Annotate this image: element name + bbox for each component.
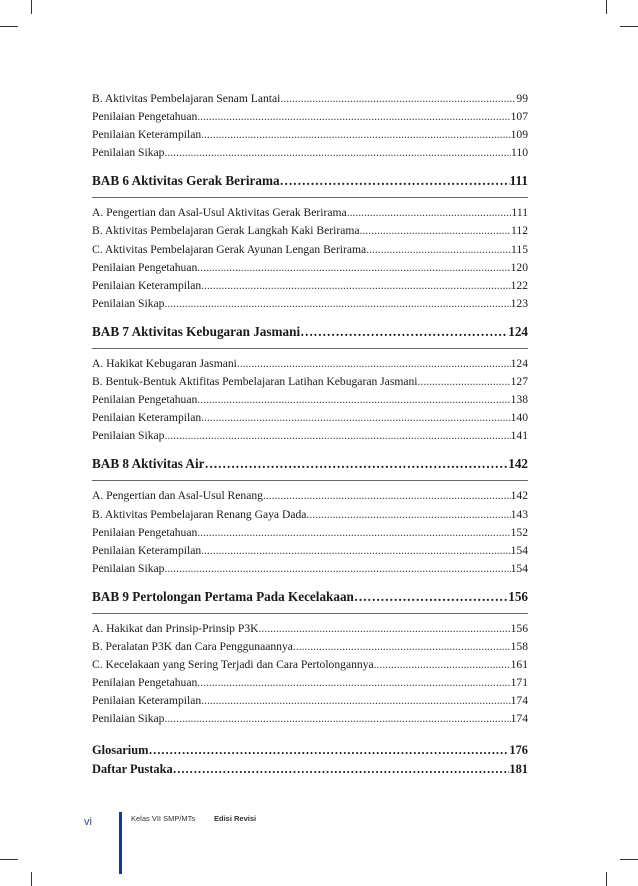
toc-entry xyxy=(92,542,528,560)
toc-label: Penilaian Pengetahuan xyxy=(92,110,198,124)
toc-label: BAB 9 Pertolongan Pertama Pada Kecelakaan xyxy=(92,588,354,604)
toc-entry xyxy=(92,108,528,126)
toc-entry xyxy=(92,427,528,445)
toc-back-matter xyxy=(92,741,528,760)
toc-chapter-heading xyxy=(92,172,528,190)
toc-label: A. Hakikat Kebugaran Jasmani xyxy=(92,356,237,370)
toc-page-number: 112 xyxy=(511,224,528,238)
toc-label: Penilaian Keterampilan xyxy=(92,128,202,142)
crop-mark-top-right-h xyxy=(620,26,638,27)
toc-label: B. Bentuk-Bentuk Aktifitas Pembelajaran Latihan Kebugaran Jasmani xyxy=(92,375,418,389)
toc-label: B. Aktivitas Pembelajaran Gerak Langkah Kaki Berirama xyxy=(92,224,360,238)
toc-label: Penilaian Pengetahuan xyxy=(92,260,198,274)
toc-leader-dots xyxy=(173,760,510,779)
toc-entry xyxy=(92,487,528,505)
toc-label: Glosarium xyxy=(92,743,149,758)
toc-leader-dots xyxy=(306,506,510,524)
toc-chapter-heading xyxy=(92,588,528,606)
toc-page-number: 111 xyxy=(509,173,528,189)
toc-leader-dots xyxy=(204,455,508,473)
toc-entry xyxy=(92,126,528,144)
toc-entry xyxy=(92,222,528,240)
toc-label: B. Peralatan P3K dan Cara Penggunaannya xyxy=(92,639,293,653)
toc-label: BAB 6 Aktivitas Gerak Berirama xyxy=(92,173,280,189)
toc-page-number: 140 xyxy=(510,411,528,425)
toc-back-matter xyxy=(92,760,528,779)
toc-label: Penilaian Sikap xyxy=(92,296,165,310)
toc-chapter-heading xyxy=(92,455,528,473)
toc-entry xyxy=(92,506,528,524)
toc-entry xyxy=(92,277,528,295)
toc-label: Penilaian Keterampilan xyxy=(92,278,202,292)
toc-entry xyxy=(92,638,528,656)
toc-leader-dots xyxy=(201,126,510,144)
toc-leader-dots xyxy=(280,90,516,108)
crop-mark-top-left-h xyxy=(0,26,18,27)
toc-page-number: 161 xyxy=(510,658,528,672)
toc-label: B. Aktivitas Pembelajaran Senam Lantai xyxy=(92,92,281,105)
toc-page-number: 152 xyxy=(510,525,528,539)
chapter-divider xyxy=(92,197,528,198)
toc-leader-dots xyxy=(201,692,510,710)
toc-page-number: 109 xyxy=(510,128,528,142)
toc-page-number: 120 xyxy=(510,260,528,274)
toc-label: A. Pengertian dan Asal-Usul Renang xyxy=(92,489,263,503)
footer-edition: Edisi Revisi xyxy=(214,814,257,823)
toc-label: A. Pengertian dan Asal-Usul Aktivitas Gerak Berirama xyxy=(92,206,347,220)
toc-leader-dots xyxy=(197,524,510,542)
toc-page-number: 154 xyxy=(510,543,528,557)
toc-page-number: 107 xyxy=(510,110,528,124)
toc-label: C. Kecelakaan yang Sering Terjadi dan Cara Pertolongannya xyxy=(92,658,374,672)
toc-entry xyxy=(92,90,528,108)
toc-entry xyxy=(92,560,528,578)
toc-leader-dots xyxy=(201,277,510,295)
toc-leader-dots xyxy=(164,710,510,728)
toc-label: Penilaian Keterampilan xyxy=(92,694,202,708)
toc-leader-dots xyxy=(263,487,511,505)
toc-label: Penilaian Sikap xyxy=(92,146,165,160)
toc-page-number: 123 xyxy=(510,296,528,310)
toc-page-number: 181 xyxy=(509,761,528,776)
toc-leader-dots xyxy=(197,259,510,277)
toc-page-number: 141 xyxy=(510,429,528,443)
chapter-divider xyxy=(92,613,528,614)
toc-entry xyxy=(92,692,528,710)
toc-entry xyxy=(92,204,528,222)
toc-page-number: 143 xyxy=(510,507,528,521)
toc-page-number: 174 xyxy=(510,712,528,726)
toc-page-number: 156 xyxy=(510,621,528,635)
toc-page-number: 156 xyxy=(508,588,528,604)
toc-entry xyxy=(92,409,528,427)
toc-page-number: 124 xyxy=(508,323,528,339)
toc-page-number: 138 xyxy=(510,393,528,407)
toc-leader-dots xyxy=(164,560,510,578)
chapter-divider xyxy=(92,480,528,481)
toc-leader-dots xyxy=(418,373,511,391)
toc-page-number: 127 xyxy=(510,375,528,389)
crop-mark-bottom-right-v xyxy=(606,872,607,886)
toc-label: Penilaian Sikap xyxy=(92,712,165,726)
toc-label: Penilaian Keterampilan xyxy=(92,411,202,425)
toc-label: BAB 8 Aktivitas Air xyxy=(92,456,205,472)
toc-leader-dots xyxy=(164,295,510,313)
toc-entry xyxy=(92,524,528,542)
toc-label: Daftar Pustaka xyxy=(92,761,173,776)
toc-label: Penilaian Sikap xyxy=(92,429,165,443)
toc-leader-dots xyxy=(300,323,508,341)
table-of-contents xyxy=(92,90,528,778)
toc-leader-dots xyxy=(259,620,511,638)
toc-page-number: 122 xyxy=(510,278,528,292)
toc-entry xyxy=(92,259,528,277)
toc-entry xyxy=(92,373,528,391)
toc-page-number: 124 xyxy=(510,356,528,370)
toc-label: A. Hakikat dan Prinsip-Prinsip P3K xyxy=(92,621,259,635)
footer-accent-bar xyxy=(119,812,122,874)
toc-leader-dots xyxy=(374,656,511,674)
toc-leader-dots xyxy=(237,355,511,373)
toc-leader-dots xyxy=(201,409,510,427)
toc-leader-dots xyxy=(280,172,510,190)
toc-leader-dots xyxy=(347,204,512,222)
toc-leader-dots xyxy=(197,674,510,692)
toc-entry xyxy=(92,144,528,162)
toc-label: Penilaian Pengetahuan xyxy=(92,525,198,539)
toc-chapter-heading xyxy=(92,323,528,341)
toc-leader-dots xyxy=(201,542,510,560)
crop-mark-top-left-v xyxy=(31,0,32,14)
toc-page-number: 142 xyxy=(508,456,528,472)
toc-page-number: 110 xyxy=(511,146,528,160)
toc-label: BAB 7 Aktivitas Kebugaran Jasmani xyxy=(92,323,301,339)
toc-page-number: 115 xyxy=(511,242,528,256)
toc-leader-dots xyxy=(164,427,510,445)
toc-page-number: 174 xyxy=(510,694,528,708)
toc-leader-dots xyxy=(197,391,510,409)
crop-mark-bottom-left-h xyxy=(0,859,18,860)
toc-entry xyxy=(92,295,528,313)
page-number: vi xyxy=(84,816,92,828)
toc-page-number: 176 xyxy=(509,743,528,758)
toc-leader-dots xyxy=(164,144,511,162)
toc-entry xyxy=(92,355,528,373)
toc-page-number: 158 xyxy=(510,639,528,653)
toc-entry xyxy=(92,391,528,409)
toc-label: Penilaian Keterampilan xyxy=(92,543,202,557)
toc-entry xyxy=(92,620,528,638)
crop-mark-bottom-right-h xyxy=(620,859,638,860)
toc-leader-dots xyxy=(197,108,510,126)
toc-page-number: 99 xyxy=(516,92,528,105)
toc-leader-dots xyxy=(354,588,508,606)
toc-page-number: 111 xyxy=(511,206,528,220)
toc-label: Penilaian Pengetahuan xyxy=(92,676,198,690)
toc-entry xyxy=(92,674,528,692)
toc-page-number: 171 xyxy=(510,676,528,690)
toc-label: Penilaian Sikap xyxy=(92,561,165,575)
crop-mark-top-right-v xyxy=(606,0,607,14)
toc-label: B. Aktivitas Pembelajaran Renang Gaya Dada xyxy=(92,507,307,521)
toc-page-number: 154 xyxy=(510,561,528,575)
footer-book-title: Kelas VII SMP/MTs xyxy=(131,814,196,823)
toc-entry xyxy=(92,710,528,728)
crop-mark-bottom-left-v xyxy=(31,872,32,886)
toc-page-number: 142 xyxy=(510,489,528,503)
chapter-divider xyxy=(92,348,528,349)
toc-leader-dots xyxy=(360,222,511,240)
toc-label: Penilaian Pengetahuan xyxy=(92,393,198,407)
toc-leader-dots xyxy=(293,638,511,656)
toc-leader-dots xyxy=(148,741,509,760)
toc-leader-dots xyxy=(366,241,511,259)
toc-entry xyxy=(92,241,528,259)
toc-label: C. Aktivitas Pembelajaran Gerak Ayunan Lengan Berirama xyxy=(92,242,367,256)
toc-entry xyxy=(92,656,528,674)
